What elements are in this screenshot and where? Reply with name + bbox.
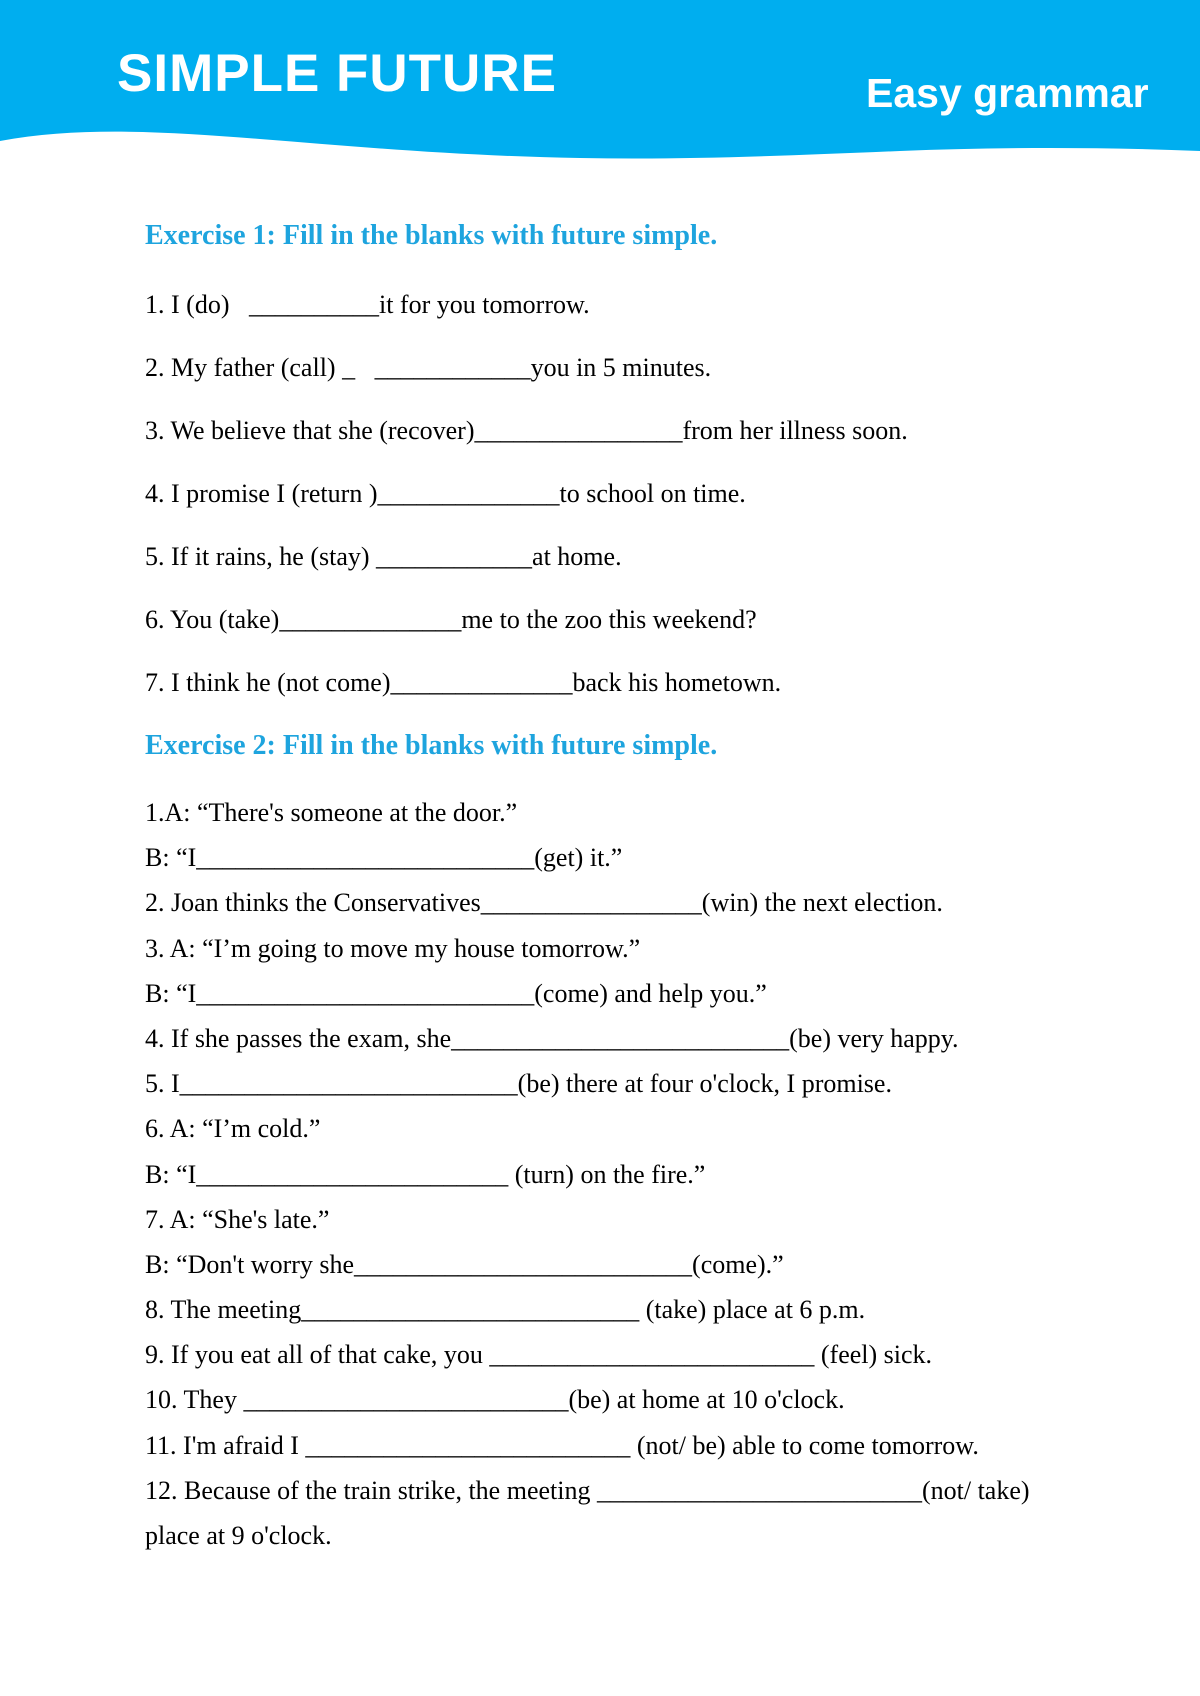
exercise-2-line-7: 5. I__________________________(be) there at four o'clock, I promise. (145, 1069, 892, 1099)
exercise-2-line-10: 7. A: “She's late.” (145, 1204, 330, 1234)
exercise-2-line-11: B: “Don't worry she__________________________(come).” (145, 1249, 784, 1279)
exercise-1-line-5: 5. If it rains, he (stay) ____________at home. (145, 542, 622, 571)
exercise-2-line-15: 11. I'm afraid I _________________________ (not/ be) able to come tomorrow. (145, 1430, 979, 1460)
exercise-2-line-4: 3. A: “I’m going to move my house tomorrow.” (145, 933, 641, 963)
exercise-2-line-3: 2. Joan thinks the Conservatives_________________(win) the next election. (145, 888, 943, 918)
exercise-2-line-6: 4. If she passes the exam, she__________________________(be) very happy. (145, 1023, 959, 1053)
brand-label: Easy grammar (866, 70, 1149, 116)
exercise-2-line-9: B: “I________________________ (turn) on the fire.” (145, 1159, 706, 1189)
exercise-1-line-6: 6. You (take)______________me to the zoo this weekend? (145, 605, 757, 634)
exercise-2-line-5: B: “I__________________________(come) and help you.” (145, 978, 767, 1008)
exercise-2-line-16: 12. Because of the train strike, the meeting _________________________(not/ take) (145, 1475, 1030, 1505)
exercise-2-line-14: 10. They _________________________(be) at home at 10 o'clock. (145, 1385, 845, 1415)
exercise-1-line-4: 4. I promise I (return )______________to school on time. (145, 479, 746, 508)
worksheet-title: SIMPLE FUTURE (117, 44, 557, 103)
exercise-1-lines (145, 273, 908, 714)
exercise-2-line-12: 8. The meeting__________________________ (take) place at 6 p.m. (145, 1295, 866, 1325)
exercise-1-heading: Exercise 1: Fill in the blanks with future simple. (145, 220, 718, 251)
exercise-1-line-3: 3. We believe that she (recover)________________from her illness soon. (145, 416, 908, 445)
exercise-2-line-8: 6. A: “I’m cold.” (145, 1114, 321, 1144)
exercise-2-line-13: 9. If you eat all of that cake, you _________________________ (feel) sick. (145, 1340, 933, 1370)
exercise-2-line-1: 1.A: “There's someone at the door.” (145, 798, 518, 827)
exercise-2-lines (145, 790, 1030, 1558)
exercise-1-line-2: 2. My father (call) _ ____________you in 5 minutes. (145, 353, 712, 382)
exercise-2-heading: Exercise 2: Fill in the blanks with future simple. (145, 730, 718, 761)
exercise-1-line-7: 7. I think he (not come)______________back his hometown. (145, 668, 782, 697)
exercise-2-line-2: B: “I__________________________(get) it.” (145, 843, 623, 873)
exercise-1-line-1: 1. I (do) __________it for you tomorrow. (145, 290, 590, 319)
exercise-2-line-17: place at 9 o'clock. (145, 1521, 332, 1550)
